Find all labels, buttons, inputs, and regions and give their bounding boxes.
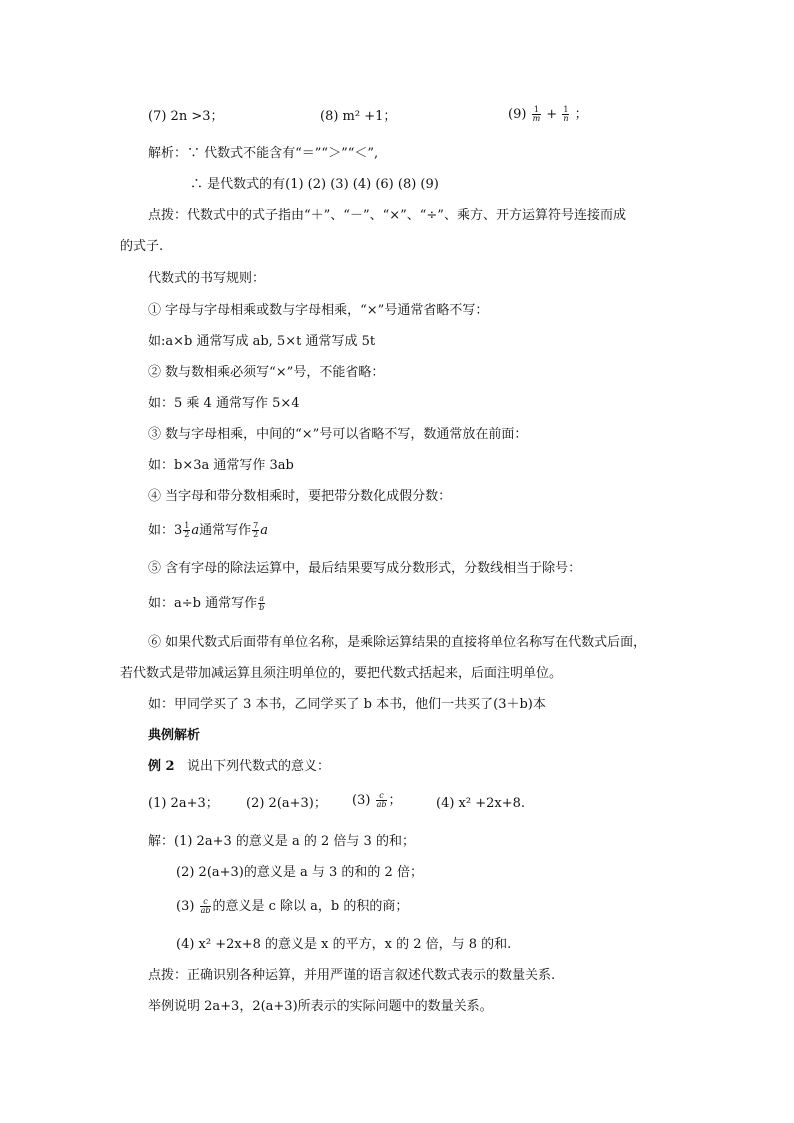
rule-5-example bbox=[148, 595, 266, 613]
example-heading: 典例解析 bbox=[148, 728, 201, 743]
rule-3-example: 如：b×3a 通常写作 3ab bbox=[148, 458, 294, 473]
fraction-1-over-n: $\frac{1}{n}$ bbox=[563, 105, 569, 123]
fraction-c-over-ab-solution: $\frac{c}{ab}$ bbox=[200, 897, 211, 915]
mixed-number-integer: 3 bbox=[174, 523, 183, 538]
solution-3: (3) $\frac{c}{ab}$ 的意义是 c 除以 a，b 的积的商； bbox=[176, 897, 409, 915]
solution-1: 解：(1) 2a+3 的意义是 a 的 2 倍与 3 的和； bbox=[148, 834, 415, 849]
rule-1: ① 字母与字母相乘或数与字母相乘，“×”号通常省略不写： bbox=[148, 303, 489, 318]
rule-4-example-prefix: 如： bbox=[148, 523, 175, 538]
rule-2: ② 数与数相乘必须写“×”号，不能省略： bbox=[148, 365, 385, 380]
rule-4-example-mid: 通常写作 bbox=[199, 523, 252, 538]
example-2-question-text: 说出下列代数式的意义： bbox=[186, 759, 330, 774]
rule-6-example: 如：甲同学买了 3 本书，乙同学买了 b 本书，他们一共买了(3＋b)本 bbox=[148, 697, 546, 712]
rule-3: ③ 数与字母相乘，中间的“×”号可以省略不写，数通常放在前面： bbox=[148, 427, 528, 442]
rule-6-line-1: ⑥ 如果代数式后面带有单位名称，是乘除运算结果的直接将单位名称写在代数式后面， bbox=[148, 635, 647, 650]
tip-1-line-2: 的式子. bbox=[120, 239, 164, 254]
example-last-line: 举例说明 2a+3，2(a+3)所表示的实际问题中的数量关系。 bbox=[148, 999, 493, 1014]
rule-5-example-prefix: 如：a÷b 通常写作 bbox=[148, 596, 258, 611]
item-9: (9) $\frac{1}{m}$ + $\frac{1}{n}$ ； bbox=[508, 105, 588, 123]
item-9-suffix: ； bbox=[574, 107, 588, 122]
solution-2: (2) 2(a+3)的意义是 a 与 3 的和的 2 倍； bbox=[176, 865, 423, 880]
example-option-4: (4) x² +2x+8. bbox=[436, 796, 526, 811]
item-9-prefix: (9) bbox=[508, 107, 527, 122]
fraction-c-over-ab: $\frac{c}{ab}$ bbox=[376, 791, 387, 809]
analysis-line-1: 解析：∵ 代数式不能含有“＝”“＞”“＜”, bbox=[148, 146, 379, 161]
example-option-1: (1) 2a+3； bbox=[148, 796, 219, 811]
fraction-7-over-2: $\frac{7}{2}$ bbox=[253, 521, 259, 539]
item-8: (8) m² +1； bbox=[320, 109, 397, 124]
rule-6-line-2: 若代数式是带加减运算且须注明单位的，要把代数式括起来，后面注明单位。 bbox=[120, 666, 563, 681]
analysis-line-2: ∴ 是代数式的有(1) (2) (3) (4) (6) (8) (9) bbox=[190, 177, 439, 192]
tip-1-line-1: 点拨：代数式中的式子指由“＋”、“－”、“×”、“÷”、乘方、开方运算符号连接而成 bbox=[148, 208, 626, 223]
rule-4: ④ 当字母和带分数相乘时，要把带分数化成假分数： bbox=[148, 489, 452, 504]
rule-5: ⑤ 含有字母的除法运算中，最后结果要写成分数形式，分数线相当于除号： bbox=[148, 561, 582, 576]
fraction-1-over-2: $\frac{1}{2}$ bbox=[184, 521, 190, 539]
rules-title: 代数式的书写规则： bbox=[148, 271, 266, 286]
rule-4-example: 如：3 $\frac{1}{2}$ a通常写作 $\frac{7}{2}$ a bbox=[148, 521, 269, 539]
fraction-a-over-b: $\frac{a}{b}$ bbox=[259, 594, 265, 612]
rule-2-example: 如：5 乘 4 通常写作 5×4 bbox=[148, 396, 300, 411]
example-2-label: 例 2 bbox=[148, 759, 175, 774]
fraction-1-over-m: $\frac{1}{m}$ bbox=[532, 105, 541, 123]
solution-4: (4) x² +2x+8 的意义是 x 的平方，x 的 2 倍，与 8 的和. bbox=[176, 937, 512, 952]
rule-1-example: 如:a×b 通常写成 ab, 5×t 通常写成 5t bbox=[148, 334, 376, 349]
example-option-3: (3) $\frac{c}{ab}$ ； bbox=[352, 791, 402, 809]
example-option-2: (2) 2(a+3)； bbox=[246, 796, 327, 811]
item-7: (7) 2n >3； bbox=[148, 109, 224, 124]
example-tip: 点拨：正确识别各种运算，并用严谨的语言叙述代数式表示的数量关系. bbox=[148, 968, 556, 983]
example-2-question bbox=[148, 758, 330, 776]
